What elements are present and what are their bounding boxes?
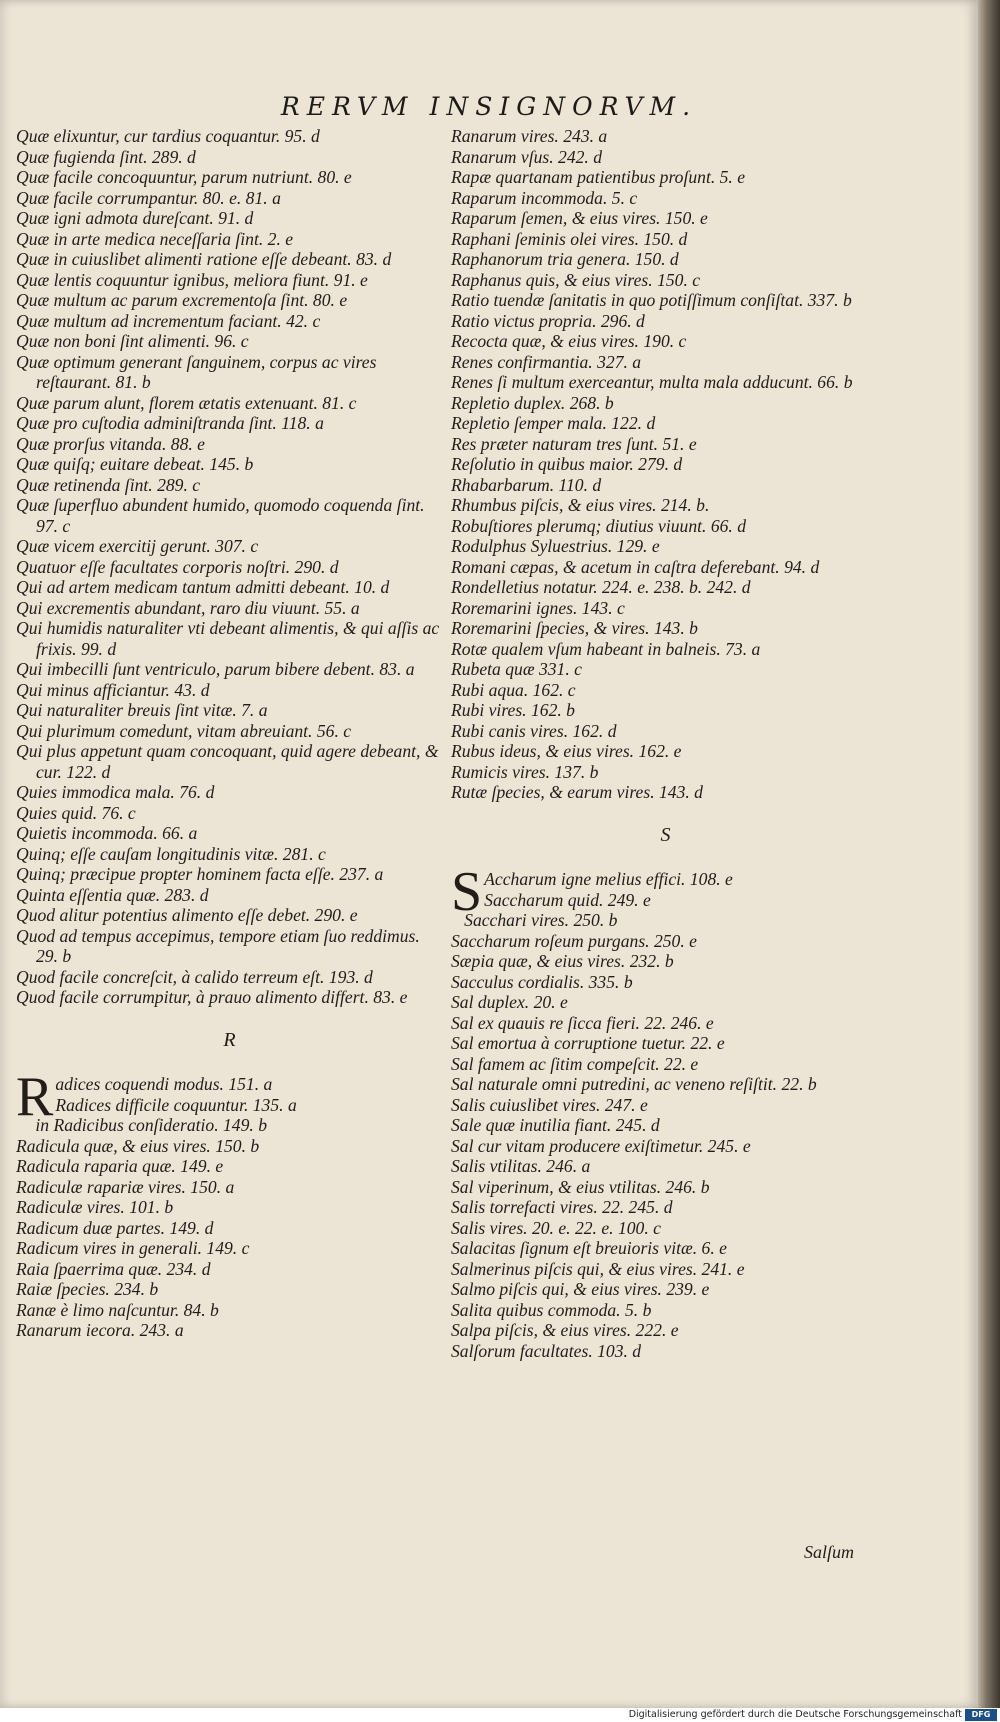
index-entry: Qui excrementis abundant, raro diu viuunt. 55. a [16,597,360,618]
index-entry: Sal ex quauis re ſicca fieri. 22. 246. e [451,1012,714,1033]
footer-bar [0,1708,1000,1722]
index-entry: Qui naturaliter breuis ſint vitæ. 7. a [16,700,268,720]
index-entry: Quies quid. 76. c [16,802,136,823]
first-entry-cont: Saccharum quid. 249. e [484,889,651,910]
index-entry: Ranarum iecora. 243. a [16,1320,184,1340]
index-entry: Quæ parum alunt, florem ætatis extenuant. 81. c [16,392,357,413]
footer-credit: Digitalisierung gefördert durch die Deutsche Forschungsgemeinschaft [628,1709,962,1720]
index-entry: Quæ non boni ſint alimenti. 96. c [16,331,249,351]
index-entry: Radicum vires in generali. 149. c [16,1238,250,1258]
index-entry: Rhabarbarum. 110. d [451,474,602,495]
index-entry: Quæ quiſq; euitare debeat. 145. b [16,454,254,474]
index-entry: Raphanorum tria genera. 150. d [451,249,679,269]
index-entry: Sacculus cordialis. 335. b [451,971,633,992]
index-entry: Quæ pro cuſtodia adminiſtranda ſint. 118. a [16,413,324,433]
index-entry: Quod ad tempus accepimus, tempore etiam ſuo reddimus. 29. b [16,925,420,966]
index-entry: Quæ optimum generant ſanguinem, corpus ac vires reſtaurant. 81. b [16,351,377,392]
index-entry: Res præter naturam tres ſunt. 51. e [451,433,697,454]
index-entry: Quietis incommoda. 66. a [16,823,198,843]
index-entry: Quæ retinenda ſint. 289. c [16,474,201,495]
index-entry: Quinq; præcipue propter hominem facta eſſe. 237. a [16,864,384,884]
index-entry: Rubeta quæ 331. c [451,659,582,679]
entry-list [16,1115,444,1341]
index-entry: Ranarum vires. 243. a [451,126,608,146]
index-entry: Rubi aqua. 162. c [451,679,576,700]
index-entry: Salmerinus piſcis qui, & eius vires. 241. e [451,1258,745,1279]
index-entry: Radicula raparia quæ. 149. e [16,1156,224,1176]
index-entry: Rubi vires. 162. b [451,700,575,720]
drop-initial: R [16,1066,54,1128]
index-entry: Raparum incommoda. 5. c [451,187,638,208]
index-entry: Rutæ ſpecies, & earum vires. 143. d [451,782,703,802]
index-entry: Raphanus quis, & eius vires. 150. c [451,269,701,290]
index-entry: Quæ multum ad incrementum faciant. 42. c [16,310,321,331]
index-entry: Qui imbecilli ſunt ventriculo, parum bibere debent. 83. a [16,659,415,679]
index-entry: Quæ vicem exercitij gerunt. 307. c [16,536,259,556]
drop-initial: S [451,861,483,923]
index-entry: Reſolutio in quibus maior. 279. d [451,454,683,474]
index-entry: Quies immodica mala. 76. d [16,782,215,802]
index-entry: Rubi canis vires. 162. d [451,720,617,741]
index-entry: Quæ fugienda ſint. 289. d [16,146,196,167]
index-entry: Quæ igni admota dureſcant. 91. d [16,208,254,228]
entry-list [16,126,444,1008]
index-entry: Salmo piſcis qui, & eius vires. 239. e [451,1279,710,1299]
index-entry: Ratio victus propria. 296. d [451,310,645,331]
index-entry: Radiculæ vires. 101. b [16,1197,174,1217]
index-entry: Roremarini ignes. 143. c [451,597,625,618]
index-entry: Quæ in arte medica neceſſaria ſint. 2. e [16,228,294,249]
entry-list [451,126,881,803]
index-entry: Sacchari vires. 250. b [464,910,618,930]
index-entry: Radicula quæ, & eius vires. 150. b [16,1135,260,1156]
dfg-logo: DFG [965,1709,997,1721]
index-entry: Quod facile corrumpitur, à prauo alimento differt. 83. e [16,987,408,1007]
index-entry: Salis vtilitas. 246. a [451,1156,591,1176]
index-entry: Qui minus afficiantur. 43. d [16,679,210,700]
index-entry: Repletio ſemper mala. 122. d [451,413,656,433]
index-entry: Quæ facile corrumpantur. 80. e. 81. a [16,187,281,208]
index-entry: Salis torrefacti vires. 22. 245. d [451,1197,673,1217]
index-entry: Rodulphus Syluestrius. 129. e [451,536,660,556]
index-entry: Rondelletius notatur. 224. e. 238. b. 242. d [451,577,751,597]
first-entry-cont: Radices difficile coquuntur. 135. a [55,1094,297,1115]
index-entry: Salpa piſcis, & eius vires. 222. e [451,1320,679,1340]
index-entry: Rumicis vires. 137. b [451,761,599,782]
index-entry: Quæ ſuperfluo abundent humido, quomodo coquenda ſint. 97. c [16,495,425,536]
entry-list [451,910,881,1361]
index-entry: Salſorum facultates. 103. d [451,1340,642,1361]
index-column-left [16,126,444,1341]
index-entry: Recocta quæ, & eius vires. 190. c [451,331,687,351]
index-entry: Quod alitur potentius alimento eſſe debet. 290. e [16,905,358,925]
index-entry: Quæ multum ac parum excrementoſa ſint. 80. e [16,290,348,310]
index-entry: Sal naturale omni putredini, ac veneno reſiſtit. 22. b [451,1074,817,1094]
index-entry: Raphani ſeminis olei vires. 150. d [451,228,688,249]
index-entry: Radicum duæ partes. 149. d [16,1217,214,1238]
index-entry: Salis cuiuslibet vires. 247. e [451,1094,648,1115]
index-entry: Salacitas ſignum eſt breuioris vitæ. 6. e [451,1238,727,1258]
index-entry: Quæ prorſus vitanda. 88. e [16,433,205,454]
index-entry: Sal famem ac ſitim compeſcit. 22. e [451,1053,699,1074]
index-entry: Roremarini ſpecies, & vires. 143. b [451,618,698,638]
index-entry: Sal viperinum, & eius vtilitas. 246. b [451,1176,710,1197]
index-entry: in Radicibus conſideratio. 149. b [35,1115,267,1135]
index-entry: Sal cur vitam producere exiſtimetur. 245. e [451,1135,751,1156]
section-letter-s: S [660,823,672,846]
section-letter-r: R [223,1028,237,1051]
index-entry: Salis vires. 20. e. 22. e. 100. c [451,1217,661,1238]
index-entry: Sal emortua à corruptione tuetur. 22. e [451,1033,725,1053]
index-entry: Rhumbus piſcis, & eius vires. 214. b. [451,495,710,515]
index-entry: Raparum ſemen, & eius vires. 150. e [451,208,708,228]
index-entry: Quinq; eſſe cauſam longitudinis vitæ. 281. c [16,843,326,864]
index-entry: Quæ elixuntur, cur tardius coquantur. 95. d [16,126,320,146]
index-entry: Rotæ qualem vſum habeant in balneis. 73. a [451,638,761,659]
index-entry: Quæ facile concoquuntur, parum nutriunt. 80. e [16,167,352,187]
index-entry: Ranæ è limo naſcuntur. 84. b [16,1299,219,1320]
index-column-right [451,126,881,1361]
index-entry: Quæ lentis coquuntur ignibus, meliora fiunt. 91. e [16,269,368,290]
page-edge [978,0,1000,1708]
index-entry: Romani cæpas, & acetum in caſtra deferebant. 94. d [451,556,820,577]
index-entry: Sale quæ inutilia fiant. 245. d [451,1115,660,1135]
index-entry: Ranarum vſus. 242. d [451,146,603,167]
index-entry: Renes confirmantia. 327. a [451,351,642,372]
first-entry-text: adices coquendi modus. 151. a [55,1074,273,1094]
index-entry: Saccharum roſeum purgans. 250. e [451,930,697,951]
index-entry: Quæ in cuiuslibet alimenti ratione eſſe debeant. 83. d [16,249,392,269]
index-entry: Renes ſi multum exerceantur, multa mala adducunt. 66. b [451,372,853,392]
index-entry: Rubus ideus, & eius vires. 162. e [451,741,682,761]
index-entry: Rapæ quartanam patientibus proſunt. 5. e [451,167,746,187]
index-entry: Sæpia quæ, & eius vires. 232. b [451,951,674,971]
running-head: RERVM INSIGNORVM. [280,92,698,121]
index-entry: Sal duplex. 20. e [451,992,568,1012]
index-entry: Raiæ ſpecies. 234. b [16,1279,159,1299]
index-entry: Raia ſpaerrima quæ. 234. d [16,1258,211,1279]
index-entry: Qui ad artem medicam tantum admitti debeant. 10. d [16,577,390,597]
index-entry: Ratio tuendæ ſanitatis in quo potiſſimum conſiſtat. 337. b [451,290,852,310]
index-entry: Robuſtiores plerumq; diutius viuunt. 66. d [451,515,747,536]
catchword: Salſum [804,1542,855,1562]
index-entry: Salita quibus commoda. 5. b [451,1299,652,1320]
index-entry: Quatuor eſſe facultates corporis noſtri. 290. d [16,556,339,577]
index-entry: Quod facile concreſcit, à calido terreum eſt. 193. d [16,966,373,987]
index-entry: Qui humidis naturaliter vti debeant alimentis, & qui aſſis ac frixis. 99. d [16,618,440,659]
index-entry: Repletio duplex. 268. b [451,392,614,413]
index-entry: Radiculæ rapariæ vires. 150. a [16,1176,235,1197]
index-entry: Qui plus appetunt quam concoquant, quid agere debeant, & cur. 122. d [16,741,439,782]
first-entry-text: Accharum igne melius effici. 108. e [484,869,733,889]
index-entry: Qui plurimum comedunt, vitam abreuiant. 56. c [16,720,352,741]
index-entry: Quinta eſſentia quæ. 283. d [16,884,209,905]
